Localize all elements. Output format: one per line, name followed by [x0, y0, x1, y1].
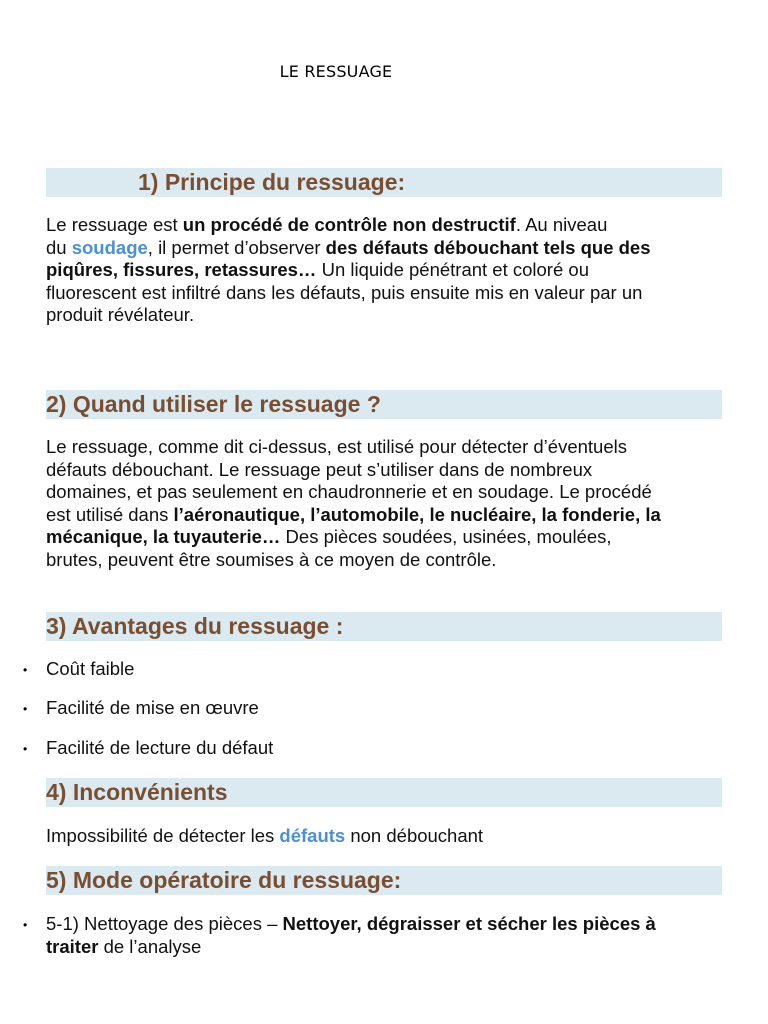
advantage-item: Coût faible [46, 658, 135, 679]
section-2-line-5 [46, 526, 726, 549]
section-2-line-4 [46, 504, 726, 527]
section-2-line-2: défauts débouchant. Le ressuage peut s’utiliser dans de nombreux [46, 458, 593, 480]
bullet-icon: • [23, 742, 28, 756]
section-1-paragraph [46, 214, 726, 327]
procedure-line-1 [46, 913, 726, 936]
bold-span: traiter [46, 935, 99, 957]
soudage-link[interactable]: soudage [71, 236, 148, 258]
text-span: est utilisé dans [46, 503, 174, 525]
section-1-line-3 [46, 259, 726, 282]
bold-span: piqûres, fissures, retassures… [46, 259, 317, 280]
document-title: LE RESSUAGE [279, 62, 393, 81]
text-span: , il permet d’observer [147, 236, 326, 258]
bold-span: Nettoyer, dégraisser et sécher les pièces à [282, 913, 656, 934]
bullet-icon: • [23, 918, 28, 932]
bullet-icon: • [23, 663, 28, 677]
section-4-heading: 4) Inconvénients [46, 779, 228, 805]
text-span: . Au niveau [515, 214, 608, 235]
text-span: Le ressuage est [46, 214, 183, 235]
section-2-line-3: domaines, et pas seulement en chaudronnerie et en soudage. Le procédé [46, 481, 652, 502]
procedure-line-2 [46, 936, 726, 959]
section-1-heading: 1) Principe du ressuage: [138, 169, 406, 195]
text-span: non débouchant [345, 825, 484, 846]
section-4-paragraph [46, 825, 726, 848]
section-1-line-1 [46, 214, 726, 237]
section-3-heading: 3) Avantages du ressuage : [46, 613, 344, 639]
section-2-line-6: brutes, peuvent être soumises à ce moyen de contrôle. [46, 548, 497, 570]
section-5-heading: 5) Mode opératoire du ressuage: [46, 867, 402, 893]
section-2-line-1: Le ressuage, comme dit ci-dessus, est utilisé pour détecter d’éventuels [46, 436, 627, 457]
bullet-icon: • [23, 702, 28, 716]
text-span: Des pièces soudées, usinées, moulées, [280, 526, 612, 547]
procedure-item [46, 913, 726, 958]
text-span: Impossibilité de détecter les [46, 825, 280, 846]
section-2-paragraph [46, 436, 726, 571]
text-span: du [46, 236, 72, 258]
section-1-line-2 [46, 237, 726, 260]
defauts-link[interactable]: défauts [279, 825, 346, 846]
section-2-heading: 2) Quand utiliser le ressuage ? [46, 391, 381, 417]
bold-span: un procédé de contrôle non destructif [182, 214, 516, 235]
text-span: Un liquide pénétrant et coloré ou [316, 259, 589, 280]
section-1-line-5: produit révélateur. [46, 304, 195, 325]
advantage-item: Facilité de lecture du défaut [46, 737, 274, 758]
section-1-line-4: fluorescent est infiltré dans les défauts, puis ensuite mis en valeur par un [46, 281, 643, 303]
bold-span: mécanique, la tuyauterie… [46, 526, 281, 547]
text-span: 5-1) Nettoyage des pièces – [46, 913, 283, 934]
advantage-item: Facilité de mise en œuvre [46, 697, 259, 718]
text-span: de l’analyse [98, 935, 202, 957]
bold-span: des défauts débouchant tels que des [325, 236, 651, 258]
bold-span: l’aéronautique, l’automobile, le nucléaire, la fonderie, la [173, 503, 661, 525]
